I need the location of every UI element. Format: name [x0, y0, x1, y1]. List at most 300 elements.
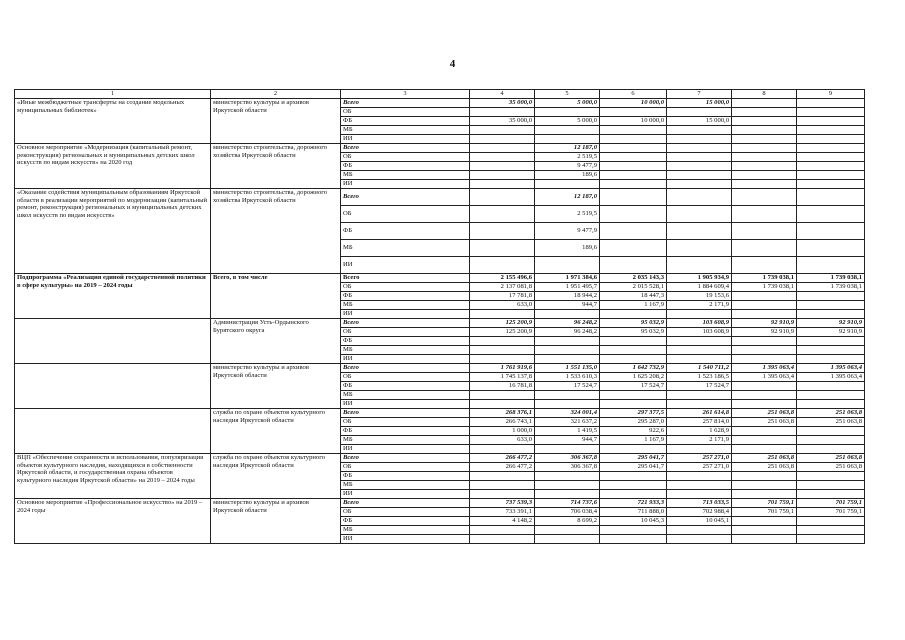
- table-body: [15, 90, 865, 544]
- funding-source-cell: Всего: [341, 274, 470, 283]
- amount-cell: 1 739 038,1: [797, 274, 865, 283]
- funding-source-cell: ОБ: [341, 373, 470, 382]
- amount-cell: 15 000,0: [667, 117, 732, 126]
- funding-source-cell: ФБ: [341, 117, 470, 126]
- amount-cell: [797, 517, 865, 526]
- amount-cell: [470, 481, 535, 490]
- amount-cell: 1 000,0: [470, 427, 535, 436]
- amount-cell: [600, 189, 667, 206]
- amount-cell: 721 933,3: [600, 499, 667, 508]
- funding-source-cell: Всего: [341, 319, 470, 328]
- amount-cell: [535, 490, 600, 499]
- amount-cell: [470, 490, 535, 499]
- table-row: [15, 454, 865, 463]
- amount-cell: [732, 117, 797, 126]
- funding-source-cell: ИИ: [341, 535, 470, 544]
- program-name-cell: [15, 409, 211, 454]
- amount-cell: 96 248,2: [535, 328, 600, 337]
- amount-cell: 1 884 609,4: [667, 283, 732, 292]
- header-cell: 7: [667, 90, 732, 99]
- amount-cell: 9 477,9: [535, 223, 600, 240]
- amount-cell: [797, 382, 865, 391]
- amount-cell: [667, 240, 732, 257]
- amount-cell: 2 137 081,8: [470, 283, 535, 292]
- amount-cell: 1 395 063,4: [797, 373, 865, 382]
- amount-cell: 1 761 919,6: [470, 364, 535, 373]
- amount-cell: [797, 126, 865, 135]
- amount-cell: [667, 171, 732, 180]
- amount-cell: [732, 400, 797, 409]
- amount-cell: [797, 427, 865, 436]
- budget-table: [14, 89, 865, 544]
- executor-cell: министерство строительства, дорожного хозяйства Иркутской области: [211, 144, 341, 189]
- funding-source-cell: ИИ: [341, 310, 470, 319]
- amount-cell: [470, 391, 535, 400]
- program-name-cell: ВЦП «Обеспечение сохранности и использования, популяризация объектов культурного наследия, находящихся в собственности Иркутской области, и государственная охрана объектов культурного наследия Иркутской области» на 2019 – 2024 годы: [15, 454, 211, 499]
- amount-cell: [732, 337, 797, 346]
- amount-cell: 2 015 528,1: [600, 283, 667, 292]
- amount-cell: 35 000,0: [470, 117, 535, 126]
- amount-cell: 4 148,2: [470, 517, 535, 526]
- amount-cell: [470, 126, 535, 135]
- funding-source-cell: ИИ: [341, 490, 470, 499]
- amount-cell: [797, 535, 865, 544]
- funding-source-cell: МБ: [341, 346, 470, 355]
- amount-cell: [797, 526, 865, 535]
- amount-cell: [732, 382, 797, 391]
- program-name-cell: «Оказание содействия муниципальным образованиям Иркутской области в реализации мероприятий по модернизации (капитальный ремонт, реконструкция) региональных и муниципальных детских школ искусств по видам искусств»: [15, 189, 211, 274]
- amount-cell: [470, 153, 535, 162]
- amount-cell: 711 888,0: [600, 508, 667, 517]
- amount-cell: 701 759,1: [732, 508, 797, 517]
- amount-cell: 1 951 495,7: [535, 283, 600, 292]
- amount-cell: [535, 180, 600, 189]
- funding-source-cell: ИИ: [341, 400, 470, 409]
- funding-source-cell: МБ: [341, 240, 470, 257]
- amount-cell: [470, 445, 535, 454]
- amount-cell: [797, 135, 865, 144]
- funding-source-cell: Всего: [341, 144, 470, 153]
- amount-cell: [470, 144, 535, 153]
- amount-cell: [667, 346, 732, 355]
- amount-cell: 9 477,9: [535, 162, 600, 171]
- amount-cell: [470, 206, 535, 223]
- amount-cell: 251 063,8: [732, 463, 797, 472]
- amount-cell: [667, 257, 732, 274]
- amount-cell: 701 759,1: [797, 499, 865, 508]
- amount-cell: [600, 445, 667, 454]
- table-row: [15, 274, 865, 283]
- table-row: [15, 99, 865, 108]
- amount-cell: [600, 481, 667, 490]
- amount-cell: [600, 126, 667, 135]
- funding-source-cell: ФБ: [341, 382, 470, 391]
- program-name-cell: [15, 364, 211, 409]
- amount-cell: 10 000,0: [600, 99, 667, 108]
- amount-cell: 125 200,9: [470, 328, 535, 337]
- amount-cell: [732, 171, 797, 180]
- funding-source-cell: ИИ: [341, 257, 470, 274]
- funding-source-cell: МБ: [341, 171, 470, 180]
- amount-cell: [535, 355, 600, 364]
- header-cell: 6: [600, 90, 667, 99]
- funding-source-cell: ИИ: [341, 135, 470, 144]
- funding-source-cell: ФБ: [341, 517, 470, 526]
- amount-cell: 1 533 610,3: [535, 373, 600, 382]
- amount-cell: 1 395 063,4: [732, 364, 797, 373]
- amount-cell: 125 200,9: [470, 319, 535, 328]
- amount-cell: [732, 472, 797, 481]
- amount-cell: [600, 153, 667, 162]
- program-name-cell: [15, 319, 211, 364]
- amount-cell: [535, 126, 600, 135]
- executor-cell: служба по охране объектов культурного наследия Иркутской области: [211, 409, 341, 454]
- amount-cell: [600, 240, 667, 257]
- amount-cell: [667, 189, 732, 206]
- funding-source-cell: Всего: [341, 364, 470, 373]
- amount-cell: 922,6: [600, 427, 667, 436]
- amount-cell: 261 614,8: [667, 409, 732, 418]
- amount-cell: 16 781,8: [470, 382, 535, 391]
- amount-cell: 1 642 732,9: [600, 364, 667, 373]
- amount-cell: [667, 223, 732, 240]
- amount-cell: 92 910,9: [732, 328, 797, 337]
- amount-cell: [470, 180, 535, 189]
- amount-cell: [600, 472, 667, 481]
- amount-cell: [797, 189, 865, 206]
- executor-cell: министерство строительства, дорожного хозяйства Иркутской области: [211, 189, 341, 274]
- amount-cell: 266 477,2: [470, 454, 535, 463]
- amount-cell: [797, 171, 865, 180]
- amount-cell: [797, 117, 865, 126]
- amount-cell: 1 395 063,4: [797, 364, 865, 373]
- amount-cell: [797, 257, 865, 274]
- program-name-cell: Основное мероприятие «Модернизация (капитальный ремонт, реконструкция) региональных и муниципальных детских школ искусств по видам искусств» на 2020 год: [15, 144, 211, 189]
- table-row: [15, 364, 865, 373]
- amount-cell: 17 524,7: [667, 382, 732, 391]
- amount-cell: [535, 346, 600, 355]
- amount-cell: [667, 162, 732, 171]
- amount-cell: [797, 472, 865, 481]
- amount-cell: [732, 292, 797, 301]
- amount-cell: [535, 391, 600, 400]
- amount-cell: [470, 189, 535, 206]
- amount-cell: [732, 108, 797, 117]
- amount-cell: [732, 126, 797, 135]
- amount-cell: 633,0: [470, 301, 535, 310]
- funding-source-cell: ФБ: [341, 292, 470, 301]
- amount-cell: [732, 206, 797, 223]
- amount-cell: [732, 301, 797, 310]
- funding-source-cell: ОБ: [341, 206, 470, 223]
- funding-source-cell: ИИ: [341, 180, 470, 189]
- amount-cell: [732, 526, 797, 535]
- amount-cell: 251 063,8: [797, 463, 865, 472]
- amount-cell: 8 699,2: [535, 517, 600, 526]
- funding-source-cell: ИИ: [341, 355, 470, 364]
- amount-cell: 1 739 038,1: [732, 283, 797, 292]
- funding-source-cell: МБ: [341, 301, 470, 310]
- funding-source-cell: ОБ: [341, 153, 470, 162]
- amount-cell: 103 608,9: [667, 328, 732, 337]
- amount-cell: 92 910,9: [797, 319, 865, 328]
- funding-source-cell: ОБ: [341, 108, 470, 117]
- amount-cell: 1 551 135,0: [535, 364, 600, 373]
- amount-cell: [600, 162, 667, 171]
- amount-cell: [732, 135, 797, 144]
- amount-cell: 1 540 711,2: [667, 364, 732, 373]
- amount-cell: 257 271,0: [667, 463, 732, 472]
- header-cell: 2: [211, 90, 341, 99]
- amount-cell: [732, 427, 797, 436]
- amount-cell: [600, 526, 667, 535]
- amount-cell: [797, 292, 865, 301]
- header-cell: 8: [732, 90, 797, 99]
- amount-cell: [797, 108, 865, 117]
- executor-cell: министерство культуры и архивов Иркутской области: [211, 499, 341, 544]
- amount-cell: 257 271,0: [667, 454, 732, 463]
- amount-cell: [732, 162, 797, 171]
- amount-cell: 1 625 208,2: [600, 373, 667, 382]
- amount-cell: 295 041,7: [600, 454, 667, 463]
- amount-cell: 1 395 063,4: [732, 373, 797, 382]
- amount-cell: 10 045,1: [667, 517, 732, 526]
- amount-cell: 96 248,2: [535, 319, 600, 328]
- amount-cell: [470, 162, 535, 171]
- amount-cell: 733 391,1: [470, 508, 535, 517]
- funding-source-cell: МБ: [341, 126, 470, 135]
- funding-source-cell: ОБ: [341, 418, 470, 427]
- funding-source-cell: Всего: [341, 454, 470, 463]
- funding-source-cell: ФБ: [341, 223, 470, 240]
- amount-cell: 251 063,8: [732, 454, 797, 463]
- funding-source-cell: МБ: [341, 481, 470, 490]
- amount-cell: [600, 346, 667, 355]
- amount-cell: 1 628,9: [667, 427, 732, 436]
- amount-cell: [797, 346, 865, 355]
- amount-cell: 18 447,3: [600, 292, 667, 301]
- amount-cell: 12 187,0: [535, 144, 600, 153]
- amount-cell: 701 759,1: [732, 499, 797, 508]
- amount-cell: [797, 301, 865, 310]
- amount-cell: [797, 337, 865, 346]
- header-cell: 4: [470, 90, 535, 99]
- amount-cell: 2 519,5: [535, 153, 600, 162]
- amount-cell: [600, 206, 667, 223]
- amount-cell: [732, 257, 797, 274]
- amount-cell: 944,7: [535, 436, 600, 445]
- amount-cell: 321 637,2: [535, 418, 600, 427]
- table-row: [15, 319, 865, 328]
- amount-cell: [535, 108, 600, 117]
- amount-cell: 295 041,7: [600, 463, 667, 472]
- amount-cell: 713 033,5: [667, 499, 732, 508]
- amount-cell: [667, 355, 732, 364]
- amount-cell: [667, 472, 732, 481]
- amount-cell: [470, 223, 535, 240]
- amount-cell: [667, 108, 732, 117]
- amount-cell: [600, 108, 667, 117]
- amount-cell: 35 000,0: [470, 99, 535, 108]
- amount-cell: 306 367,8: [535, 463, 600, 472]
- amount-cell: [535, 135, 600, 144]
- amount-cell: [535, 337, 600, 346]
- amount-cell: [667, 126, 732, 135]
- amount-cell: 95 032,9: [600, 319, 667, 328]
- amount-cell: [797, 206, 865, 223]
- amount-cell: 10 000,0: [600, 117, 667, 126]
- amount-cell: [732, 180, 797, 189]
- amount-cell: 944,7: [535, 301, 600, 310]
- amount-cell: [600, 257, 667, 274]
- amount-cell: 189,6: [535, 171, 600, 180]
- amount-cell: [470, 346, 535, 355]
- header-cell: 1: [15, 90, 211, 99]
- amount-cell: [667, 153, 732, 162]
- amount-cell: 1 739 038,1: [797, 283, 865, 292]
- amount-cell: [797, 490, 865, 499]
- amount-cell: [667, 445, 732, 454]
- amount-cell: 1 739 038,1: [732, 274, 797, 283]
- amount-cell: [535, 481, 600, 490]
- amount-cell: [535, 310, 600, 319]
- amount-cell: 268 376,1: [470, 409, 535, 418]
- amount-cell: 295 287,0: [600, 418, 667, 427]
- amount-cell: [732, 346, 797, 355]
- table-row: [15, 409, 865, 418]
- executor-cell: Всего, в том числе: [211, 274, 341, 319]
- amount-cell: 633,0: [470, 436, 535, 445]
- amount-cell: 306 367,8: [535, 454, 600, 463]
- amount-cell: 702 988,4: [667, 508, 732, 517]
- amount-cell: [732, 445, 797, 454]
- executor-cell: министерство культуры и архивов Иркутской области: [211, 99, 341, 144]
- amount-cell: [470, 240, 535, 257]
- amount-cell: 2 519,5: [535, 206, 600, 223]
- funding-source-cell: МБ: [341, 526, 470, 535]
- amount-cell: 92 910,9: [732, 319, 797, 328]
- funding-source-cell: ФБ: [341, 427, 470, 436]
- amount-cell: [535, 472, 600, 481]
- funding-source-cell: МБ: [341, 391, 470, 400]
- amount-cell: [732, 223, 797, 240]
- amount-cell: [667, 310, 732, 319]
- amount-cell: [470, 400, 535, 409]
- amount-cell: [797, 355, 865, 364]
- funding-source-cell: ОБ: [341, 328, 470, 337]
- amount-cell: 15 000,0: [667, 99, 732, 108]
- amount-cell: [535, 257, 600, 274]
- amount-cell: [732, 490, 797, 499]
- amount-cell: 12 187,0: [535, 189, 600, 206]
- amount-cell: [600, 223, 667, 240]
- amount-cell: 251 063,8: [732, 418, 797, 427]
- amount-cell: [600, 535, 667, 544]
- executor-cell: Администрация Усть-Ордынского Бурятского округа: [211, 319, 341, 364]
- table-row: [15, 144, 865, 153]
- amount-cell: [732, 535, 797, 544]
- amount-cell: [470, 310, 535, 319]
- amount-cell: [470, 337, 535, 346]
- amount-cell: [667, 135, 732, 144]
- amount-cell: [470, 257, 535, 274]
- amount-cell: 251 063,8: [797, 409, 865, 418]
- amount-cell: [600, 135, 667, 144]
- amount-cell: 737 539,3: [470, 499, 535, 508]
- amount-cell: [732, 436, 797, 445]
- amount-cell: [732, 240, 797, 257]
- amount-cell: [600, 171, 667, 180]
- amount-cell: [470, 535, 535, 544]
- amount-cell: 251 063,8: [797, 454, 865, 463]
- funding-source-cell: Всего: [341, 409, 470, 418]
- program-name-cell: Подпрограмма «Реализация единой государственной политики в сфере культуры» на 2019 – 2024 годы: [15, 274, 211, 319]
- amount-cell: [600, 400, 667, 409]
- header-cell: 9: [797, 90, 865, 99]
- amount-cell: [797, 223, 865, 240]
- amount-cell: [732, 99, 797, 108]
- amount-cell: 251 063,8: [732, 409, 797, 418]
- amount-cell: [470, 355, 535, 364]
- amount-cell: 1 419,5: [535, 427, 600, 436]
- amount-cell: [797, 481, 865, 490]
- amount-cell: [797, 153, 865, 162]
- funding-source-cell: ФБ: [341, 337, 470, 346]
- table-row: [15, 499, 865, 508]
- amount-cell: [732, 391, 797, 400]
- amount-cell: [667, 144, 732, 153]
- amount-cell: [797, 99, 865, 108]
- header-row: [15, 90, 865, 99]
- amount-cell: 1 971 384,6: [535, 274, 600, 283]
- amount-cell: [797, 445, 865, 454]
- amount-cell: [470, 135, 535, 144]
- amount-cell: [470, 526, 535, 535]
- amount-cell: [600, 337, 667, 346]
- amount-cell: [732, 481, 797, 490]
- amount-cell: [600, 310, 667, 319]
- amount-cell: [667, 490, 732, 499]
- amount-cell: [667, 180, 732, 189]
- amount-cell: [667, 526, 732, 535]
- amount-cell: [600, 490, 667, 499]
- amount-cell: 17 524,7: [600, 382, 667, 391]
- amount-cell: [797, 400, 865, 409]
- program-name-cell: Основное мероприятие «Профессиональное искусство» на 2019 – 2024 годы: [15, 499, 211, 544]
- amount-cell: [797, 162, 865, 171]
- funding-source-cell: Всего: [341, 189, 470, 206]
- amount-cell: [667, 535, 732, 544]
- amount-cell: [600, 391, 667, 400]
- header-cell: 3: [341, 90, 470, 99]
- funding-source-cell: ФБ: [341, 162, 470, 171]
- funding-source-cell: ФБ: [341, 472, 470, 481]
- executor-cell: служба по охране объектов культурного наследия Иркутской области: [211, 454, 341, 499]
- amount-cell: [797, 310, 865, 319]
- amount-cell: [600, 355, 667, 364]
- amount-cell: [667, 206, 732, 223]
- amount-cell: 19 153,6: [667, 292, 732, 301]
- amount-cell: 92 910,9: [797, 328, 865, 337]
- amount-cell: [535, 445, 600, 454]
- amount-cell: 17 781,8: [470, 292, 535, 301]
- amount-cell: [667, 481, 732, 490]
- amount-cell: 706 038,4: [535, 508, 600, 517]
- amount-cell: [667, 400, 732, 409]
- amount-cell: [535, 535, 600, 544]
- amount-cell: 2 171,9: [667, 436, 732, 445]
- page-number: 4: [449, 58, 456, 70]
